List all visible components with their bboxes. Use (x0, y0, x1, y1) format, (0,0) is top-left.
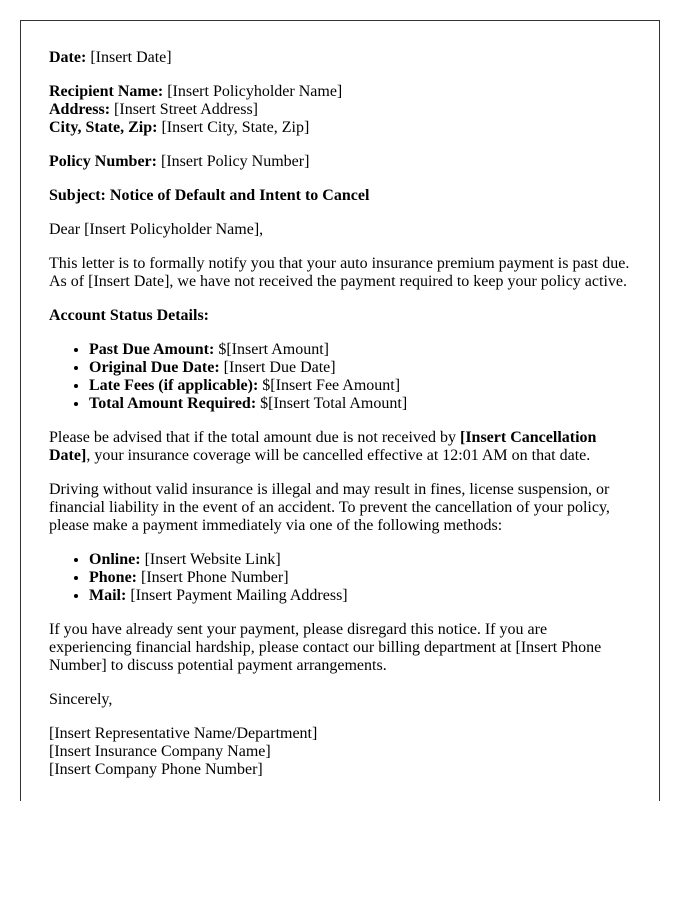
salutation: Dear [Insert Policyholder Name], (49, 221, 264, 238)
address-value: [Insert Street Address] (110, 101, 259, 118)
item-value: $[Insert Fee Amount] (258, 377, 401, 394)
recipient-block (49, 83, 631, 137)
representative: [Insert Representative Name/Department] (49, 725, 318, 742)
list-item (89, 587, 631, 605)
sign-off: Sincerely, (49, 691, 113, 708)
item-value: $[Insert Total Amount] (256, 395, 408, 412)
closing-paragraph: If you have already sent your payment, please disregard this notice. If you are experiencing financial hardship, please contact our billing department at [Insert Phone Number] to discuss potential payment arrangements. (49, 621, 602, 674)
recipient-label: Recipient Name: (49, 83, 164, 100)
account-heading-text: Account Status Details: (49, 307, 209, 324)
list-item (89, 395, 631, 413)
item-label: Original Due Date: (89, 359, 220, 376)
cancellation-paragraph (49, 429, 631, 465)
list-item (89, 569, 631, 587)
item-value: [Insert Website Link] (140, 551, 281, 568)
date-line (49, 49, 631, 67)
company-name: [Insert Insurance Company Name] (49, 743, 271, 760)
item-label: Online: (89, 551, 141, 568)
item-label: Phone: (89, 569, 137, 586)
item-label: Mail: (89, 587, 127, 604)
policy-label: Policy Number: (49, 153, 157, 170)
list-item (89, 377, 631, 395)
company-phone: [Insert Company Phone Number] (49, 761, 263, 778)
recipient-value: [Insert Policyholder Name] (163, 83, 343, 100)
date-value: [Insert Date] (86, 49, 172, 66)
list-item (89, 551, 631, 569)
payment-methods-list (49, 551, 631, 605)
item-value: $[Insert Amount] (214, 341, 329, 358)
item-label: Late Fees (if applicable): (89, 377, 259, 394)
city-label: City, State, Zip: (49, 119, 158, 136)
account-status-list (49, 341, 631, 413)
policy-line (49, 153, 631, 171)
letter-document (20, 20, 660, 801)
item-value: [Insert Phone Number] (137, 569, 289, 586)
subject-line (49, 187, 631, 205)
account-heading (49, 307, 631, 325)
intro-paragraph: This letter is to formally notify you that your auto insurance premium payment is past due. As of [Insert Date], we have not received the payment required to keep your policy active. (49, 255, 630, 290)
list-item (89, 341, 631, 359)
item-value: [Insert Due Date] (219, 359, 336, 376)
date-label: Date: (49, 49, 87, 66)
city-value: [Insert City, State, Zip] (157, 119, 310, 136)
subject: Subject: Notice of Default and Intent to Cancel (49, 187, 370, 204)
cancellation-date: [Insert Cancellation Date] (49, 429, 597, 464)
signature-block (49, 725, 631, 779)
address-label: Address: (49, 101, 111, 118)
policy-value: [Insert Policy Number] (156, 153, 310, 170)
driving-paragraph: Driving without valid insurance is illegal and may result in fines, license suspension, or financial liability in the event of an accident. To prevent the cancellation of your policy, please make a payment immediately via one of the following methods: (49, 481, 610, 534)
item-value: [Insert Payment Mailing Address] (126, 587, 348, 604)
advised-post: , your insurance coverage will be cancelled effective at 12:01 AM on that date. (86, 447, 591, 464)
item-label: Past Due Amount: (89, 341, 215, 358)
advised-pre: Please be advised that if the total amount due is not received by (49, 429, 460, 446)
item-label: Total Amount Required: (89, 395, 257, 412)
list-item (89, 359, 631, 377)
